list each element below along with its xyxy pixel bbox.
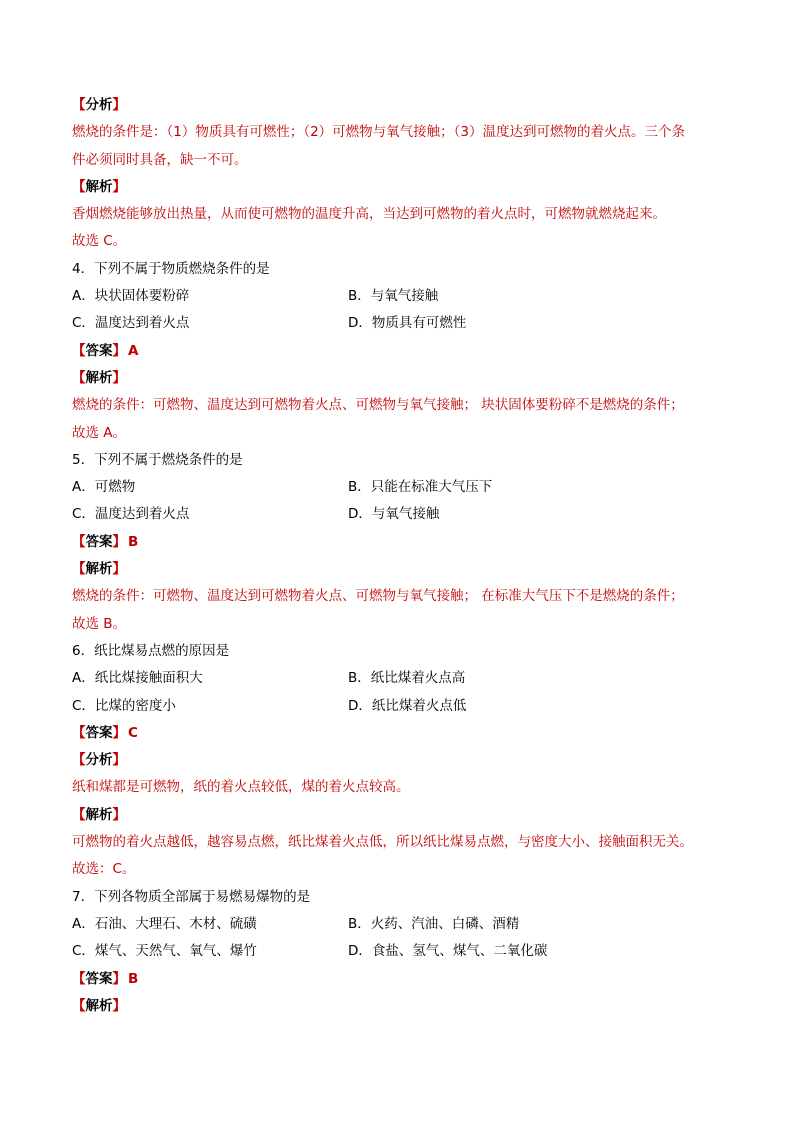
- options-row: [72, 474, 732, 501]
- analysis-heading: 【分析】: [72, 752, 126, 769]
- conclusion-text: 故选：C。: [72, 861, 136, 878]
- option-c: C．比煤的密度小: [72, 697, 176, 714]
- answer-line: 【答案】 C: [72, 724, 138, 741]
- answer-value: B: [128, 533, 139, 550]
- options-row: [72, 310, 732, 337]
- solution-heading: 【解析】: [72, 806, 126, 823]
- conclusion-text: 故选 B。: [72, 615, 127, 632]
- solution-text: 可燃物的着火点越低，越容易点燃，纸比煤着火点低，所以纸比煤易点燃，与密度大小、接触面积无关。: [72, 834, 693, 851]
- question-stem: 7．下列各物质全部属于易燃易爆物的是: [72, 888, 311, 905]
- option-c: C．温度达到着火点: [72, 506, 190, 523]
- analysis-text: 纸和煤都是可燃物，纸的着火点较低，煤的着火点较高。: [72, 779, 410, 796]
- analysis-text: 燃烧的条件是：（1）物质具有可燃性；（2）可燃物与氧气接触；（3）温度达到可燃物的着火点。三个条: [72, 124, 686, 141]
- option-a: A．纸比煤接触面积大: [72, 670, 203, 687]
- options-row: [72, 693, 732, 720]
- option-c: C．煤气、天然气、氧气、爆竹: [72, 943, 257, 960]
- answer-value: A: [128, 342, 139, 359]
- document-page: [72, 92, 732, 1020]
- question-stem: 5．下列不属于燃烧条件的是: [72, 451, 243, 468]
- solution-heading: 【解析】: [72, 178, 126, 195]
- option-a: A．块状固体要粉碎: [72, 288, 190, 305]
- option-b: B．纸比煤着火点高: [348, 670, 466, 687]
- option-a: A．可燃物: [72, 479, 136, 496]
- answer-line: 【答案】 A: [72, 342, 139, 359]
- solution-heading: 【解析】: [72, 561, 126, 578]
- answer-line: 【答案】 B: [72, 970, 139, 987]
- analysis-heading: 【分析】: [72, 97, 126, 113]
- options-row: [72, 665, 732, 692]
- options-row: [72, 501, 732, 528]
- question-stem: 6．纸比煤易点燃的原因是: [72, 642, 230, 659]
- solution-text: 燃烧的条件：可燃物、温度达到可燃物着火点、可燃物与氧气接触； 在标准大气压下不是燃烧的条件；: [72, 588, 684, 605]
- options-row: [72, 938, 732, 965]
- options-row: [72, 911, 732, 938]
- conclusion-text: 故选 C。: [72, 233, 127, 250]
- options-row: [72, 283, 732, 310]
- analysis-text: 件必须同时具备，缺一不可。: [72, 151, 248, 168]
- answer-value: C: [128, 724, 138, 741]
- solution-text: 香烟燃烧能够放出热量，从而使可燃物的温度升高，当达到可燃物的着火点时，可燃物就燃烧起来。: [72, 206, 666, 223]
- solution-text: 燃烧的条件：可燃物、温度达到可燃物着火点、可燃物与氧气接触； 块状固体要粉碎不是燃烧的条件；: [72, 397, 684, 414]
- option-a: A．石油、大理石、木材、硫磺: [72, 915, 257, 932]
- option-d: D．与氧气接触: [348, 506, 440, 523]
- option-b: B．只能在标准大气压下: [348, 479, 493, 496]
- option-d: D．食盐、氢气、煤气、二氧化碳: [348, 943, 548, 960]
- question-stem: 4．下列不属于物质燃烧条件的是: [72, 260, 270, 277]
- option-b: B．与氧气接触: [348, 288, 439, 305]
- answer-line: 【答案】 B: [72, 533, 139, 550]
- option-d: D．物质具有可燃性: [348, 315, 467, 332]
- option-b: B．火药、汽油、白磷、酒精: [348, 915, 520, 932]
- solution-heading: 【解析】: [72, 369, 126, 386]
- answer-value: B: [128, 970, 139, 987]
- solution-heading: 【解析】: [72, 997, 126, 1014]
- conclusion-text: 故选 A。: [72, 424, 127, 441]
- option-c: C．温度达到着火点: [72, 315, 190, 332]
- option-d: D．纸比煤着火点低: [348, 697, 467, 714]
